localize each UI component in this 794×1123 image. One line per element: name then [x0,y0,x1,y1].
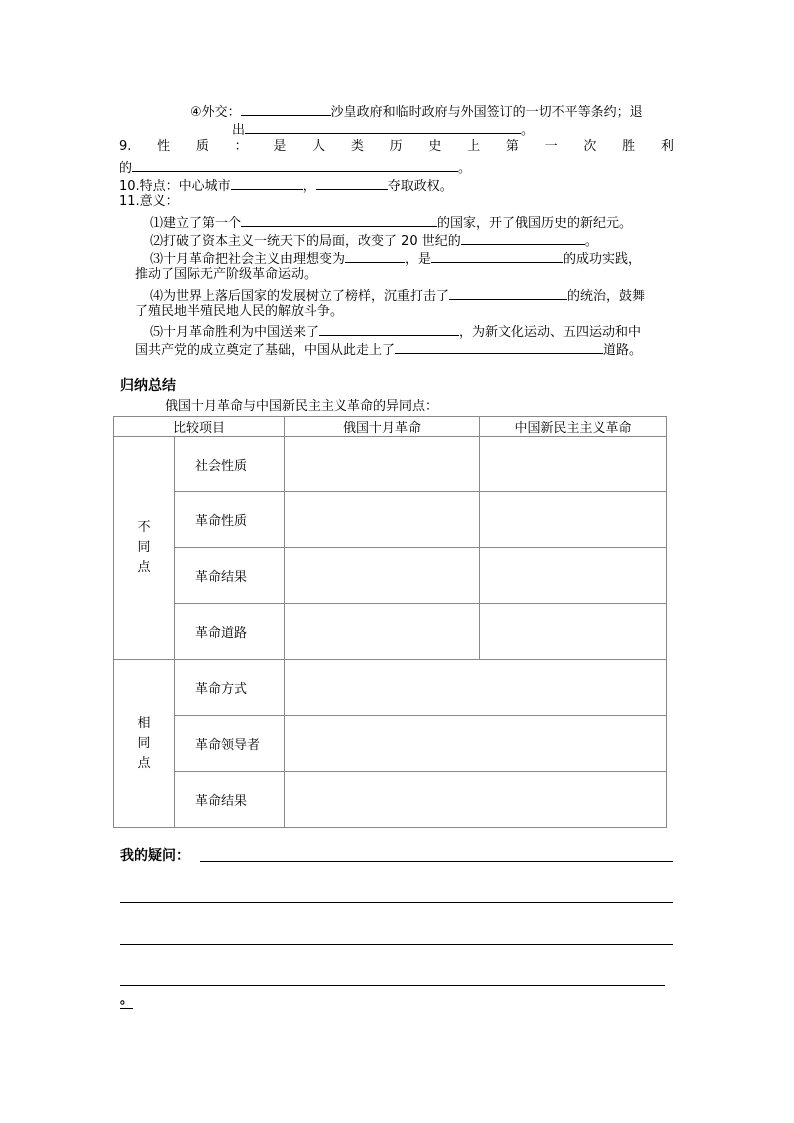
answer-cell[interactable] [480,604,667,660]
table-header: 俄国十月革命 [285,417,480,437]
table-row [114,716,667,772]
answer-blank[interactable] [345,248,405,263]
table-header: 中国新民主主义革命 [480,417,667,437]
significance-1: ⑴建立了第一个 的国家，开了俄国历史的新纪元。 [150,212,632,233]
answer-cell[interactable] [480,437,667,492]
summary-heading: 归纳总结 [120,378,176,394]
answer-blank[interactable] [132,157,458,172]
table-header: 比较项目 [114,417,285,437]
answer-cell[interactable] [285,492,480,548]
table-row [114,604,667,660]
comparison-table [113,416,667,828]
table-row [114,772,667,828]
answer-cell[interactable] [285,716,667,772]
row-label: 社会性质 [175,437,285,492]
significance-5: ⑸十月革命胜利为中国送来了 ，为新文化运动、五四运动和中 [150,321,641,342]
answer-cell[interactable] [285,548,480,604]
significance-3-cont: 推动了国际无产阶级革命运动。 [135,267,318,282]
row-label: 革命领导者 [175,716,285,772]
question-end-mark: 。 [120,992,134,1007]
significance-3: ⑶十月革命把社会主义由理想变为 ，是 的成功实践， [150,248,641,269]
significance-2: ⑵打破了资本主义一统天下的局面，改变了 20 世纪的 。 [150,230,598,251]
nature-line-2: 的 。 [119,157,471,178]
significance-4-cont: 了殖民地半殖民地人民的解放斗争。 [135,304,344,319]
features-line: 10.特点：中心城市 ， 夺取政权。 [119,175,453,196]
significance-title: 11.意义： [119,194,179,209]
nature-line: 9. 性 质 ： 是 人 类 历 史 上 第 一 次 胜 利 [119,139,674,154]
answer-cell[interactable] [285,437,480,492]
table-row [114,660,667,716]
significance-5-cont: 国共产党的成立奠定了基础，中国从此走上了 道路。 [135,339,642,360]
table-row [114,548,667,604]
answer-blank[interactable] [245,119,521,134]
answer-blank[interactable] [231,175,303,190]
answer-blank[interactable] [316,175,388,190]
question-line[interactable] [120,985,665,986]
question-line[interactable] [200,861,673,862]
row-label: 革命方式 [175,660,285,716]
answer-blank[interactable] [241,212,437,227]
summary-intro: 俄国十月革命与中国新民主主义革命的异同点： [165,399,439,414]
row-label: 革命结果 [175,548,285,604]
row-label: 革命道路 [175,604,285,660]
row-label: 革命结果 [175,772,285,828]
table-row [114,492,667,548]
answer-blank[interactable] [319,321,459,336]
significance-4: ⑷为世界上落后国家的发展树立了榜样，沉重打击了 的统治，鼓舞 [150,285,645,306]
table-row [114,437,667,492]
diplomacy-line-2: 出 。 [232,119,534,140]
answer-cell[interactable] [480,548,667,604]
question-label: 我的疑问： [120,848,190,864]
answer-blank[interactable] [395,339,603,354]
diplomacy-line: ④外交： 沙皇政府和临时政府与外国签订的一切不平等条约；退 [190,101,643,122]
answer-cell[interactable] [285,660,667,716]
answer-cell[interactable] [285,772,667,828]
answer-blank[interactable] [461,230,585,245]
answer-cell[interactable] [285,604,480,660]
group-label-different: 不 同 点 [114,437,175,660]
table-header-row [114,417,667,437]
answer-blank[interactable] [431,248,563,263]
answer-blank[interactable] [449,285,567,300]
row-label: 革命性质 [175,492,285,548]
answer-cell[interactable] [480,492,667,548]
group-label-same: 相 同 点 [114,660,175,828]
question-line[interactable] [120,944,673,945]
answer-blank[interactable] [241,101,331,116]
question-line[interactable] [120,902,673,903]
